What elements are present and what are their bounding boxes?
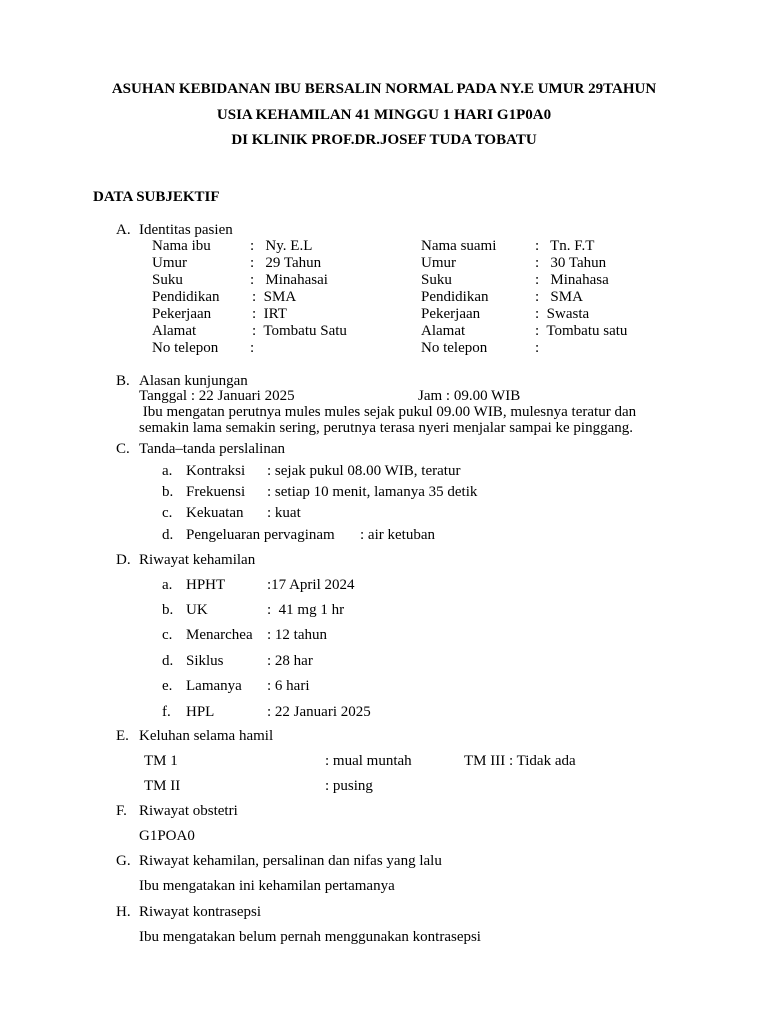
list-item-label: Kontraksi — [186, 463, 246, 479]
list-item-value: : 41 mg 1 hr — [267, 602, 345, 618]
list-marker: a. — [162, 463, 173, 479]
keluhan-marker: E. — [116, 728, 129, 744]
section-title: DATA SUBJEKTIF — [93, 189, 220, 205]
ibu-value: : Tombatu Satu — [252, 323, 347, 339]
suami-label: Pekerjaan — [421, 306, 481, 322]
list-item-label: UK — [186, 602, 208, 618]
ibu-label: Nama ibu — [152, 238, 211, 254]
list-item-value: : air ketuban — [360, 527, 435, 543]
riwayat-lalu-value: Ibu mengatakan ini kehamilan pertamanya — [139, 878, 395, 894]
ibu-value: : Minahasai — [250, 272, 328, 288]
list-marker: b. — [162, 484, 174, 500]
ibu-label: No telepon — [152, 340, 219, 356]
list-item-label: HPL — [186, 704, 215, 720]
riwayat-kehamilan-heading: Riwayat kehamilan — [139, 552, 256, 568]
ibu-label: Pendidikan — [152, 289, 220, 305]
ibu-label: Umur — [152, 255, 187, 271]
suami-label: Umur — [421, 255, 456, 271]
alasan-marker: B. — [116, 373, 130, 389]
list-item-value: : setiap 10 menit, lamanya 35 detik — [267, 484, 478, 500]
suami-value: : Minahasa — [535, 272, 609, 288]
list-item-label: Menarchea — [186, 627, 253, 643]
alasan-paragraph-line-2: semakin lama semakin sering, perutnya terasa nyeri menjalar sampai ke pinggang. — [139, 420, 633, 436]
suami-value: : — [535, 340, 540, 356]
suami-value: : 30 Tahun — [535, 255, 607, 271]
riwayat-lalu-heading: Riwayat kehamilan, persalinan dan nifas yang lalu — [139, 853, 442, 869]
document-title-line-1: ASUHAN KEBIDANAN IBU BERSALIN NORMAL PADA NY.E UMUR 29TAHUN — [111, 81, 657, 97]
list-item-value: : 28 har — [267, 653, 313, 669]
tanda-marker: C. — [116, 441, 130, 457]
list-item-label: HPHT — [186, 577, 226, 593]
riwayat-kehamilan-marker: D. — [116, 552, 131, 568]
ibu-value: : SMA — [252, 289, 297, 305]
obstetri-value: G1POA0 — [139, 828, 195, 844]
list-item-value: : 12 tahun — [267, 627, 327, 643]
list-item-value: : sejak pukul 08.00 WIB, teratur — [267, 463, 461, 479]
suami-label: Nama suami — [421, 238, 497, 254]
list-marker: c. — [162, 505, 173, 521]
list-marker: f. — [162, 704, 171, 720]
riwayat-lalu-marker: G. — [116, 853, 131, 869]
keluhan-tm1-value: : mual muntah — [325, 753, 412, 769]
list-item-value: :17 April 2024 — [267, 577, 355, 593]
alasan-jam: Jam : 09.00 WIB — [418, 388, 521, 404]
tanda-heading: Tanda–tanda perslalinan — [139, 441, 285, 457]
keluhan-tm3: TM III : Tidak ada — [464, 753, 576, 769]
list-item-value: : kuat — [267, 505, 301, 521]
list-item-label: Siklus — [186, 653, 224, 669]
list-item-label: Kekuatan — [186, 505, 244, 521]
suami-label: Pendidikan — [421, 289, 489, 305]
list-marker: e. — [162, 678, 173, 694]
alasan-tanggal: Tanggal : 22 Januari 2025 — [139, 388, 295, 404]
ibu-value: : IRT — [252, 306, 287, 322]
alasan-heading: Alasan kunjungan — [139, 373, 248, 389]
list-marker: c. — [162, 627, 173, 643]
suami-value: : SMA — [535, 289, 583, 305]
kontrasepsi-marker: H. — [116, 904, 131, 920]
alasan-paragraph-line-1: Ibu mengatan perutnya mules mules sejak pukul 09.00 WIB, mulesnya teratur dan — [139, 404, 637, 420]
kontrasepsi-heading: Riwayat kontrasepsi — [139, 904, 262, 920]
keluhan-heading: Keluhan selama hamil — [139, 728, 274, 744]
document-title-line-3: DI KLINIK PROF.DR.JOSEF TUDA TOBATU — [231, 132, 537, 148]
list-item-value: : 6 hari — [267, 678, 310, 694]
ibu-label: Pekerjaan — [152, 306, 212, 322]
list-marker: a. — [162, 577, 173, 593]
suami-value: : Tn. F.T — [535, 238, 595, 254]
list-marker: b. — [162, 602, 174, 618]
ibu-label: Alamat — [152, 323, 197, 339]
suami-label: Suku — [421, 272, 452, 288]
obstetri-marker: F. — [116, 803, 127, 819]
list-item-label: Lamanya — [186, 678, 242, 694]
obstetri-heading: Riwayat obstetri — [139, 803, 238, 819]
ibu-value: : 29 Tahun — [250, 255, 322, 271]
list-marker: d. — [162, 653, 174, 669]
suami-label: Alamat — [421, 323, 466, 339]
ibu-label: Suku — [152, 272, 183, 288]
keluhan-tm1-label: TM 1 — [144, 753, 178, 769]
list-item-label: Frekuensi — [186, 484, 246, 500]
suami-value: : Swasta — [535, 306, 590, 322]
keluhan-tm2-label: TM II — [144, 778, 181, 794]
list-marker: d. — [162, 527, 174, 543]
list-item-value: : 22 Januari 2025 — [267, 704, 371, 720]
suami-label: No telepon — [421, 340, 488, 356]
keluhan-tm2-value: : pusing — [325, 778, 373, 794]
ibu-value: : — [250, 340, 255, 356]
identitas-heading: Identitas pasien — [139, 222, 233, 238]
kontrasepsi-value: Ibu mengatakan belum pernah menggunakan kontrasepsi — [139, 929, 481, 945]
document-title-line-2: USIA KEHAMILAN 41 MINGGU 1 HARI G1P0A0 — [216, 107, 552, 123]
suami-value: : Tombatu satu — [535, 323, 628, 339]
list-item-label: Pengeluaran pervaginam — [186, 527, 335, 543]
identitas-marker: A. — [116, 222, 131, 238]
ibu-value: : Ny. E.L — [250, 238, 313, 254]
